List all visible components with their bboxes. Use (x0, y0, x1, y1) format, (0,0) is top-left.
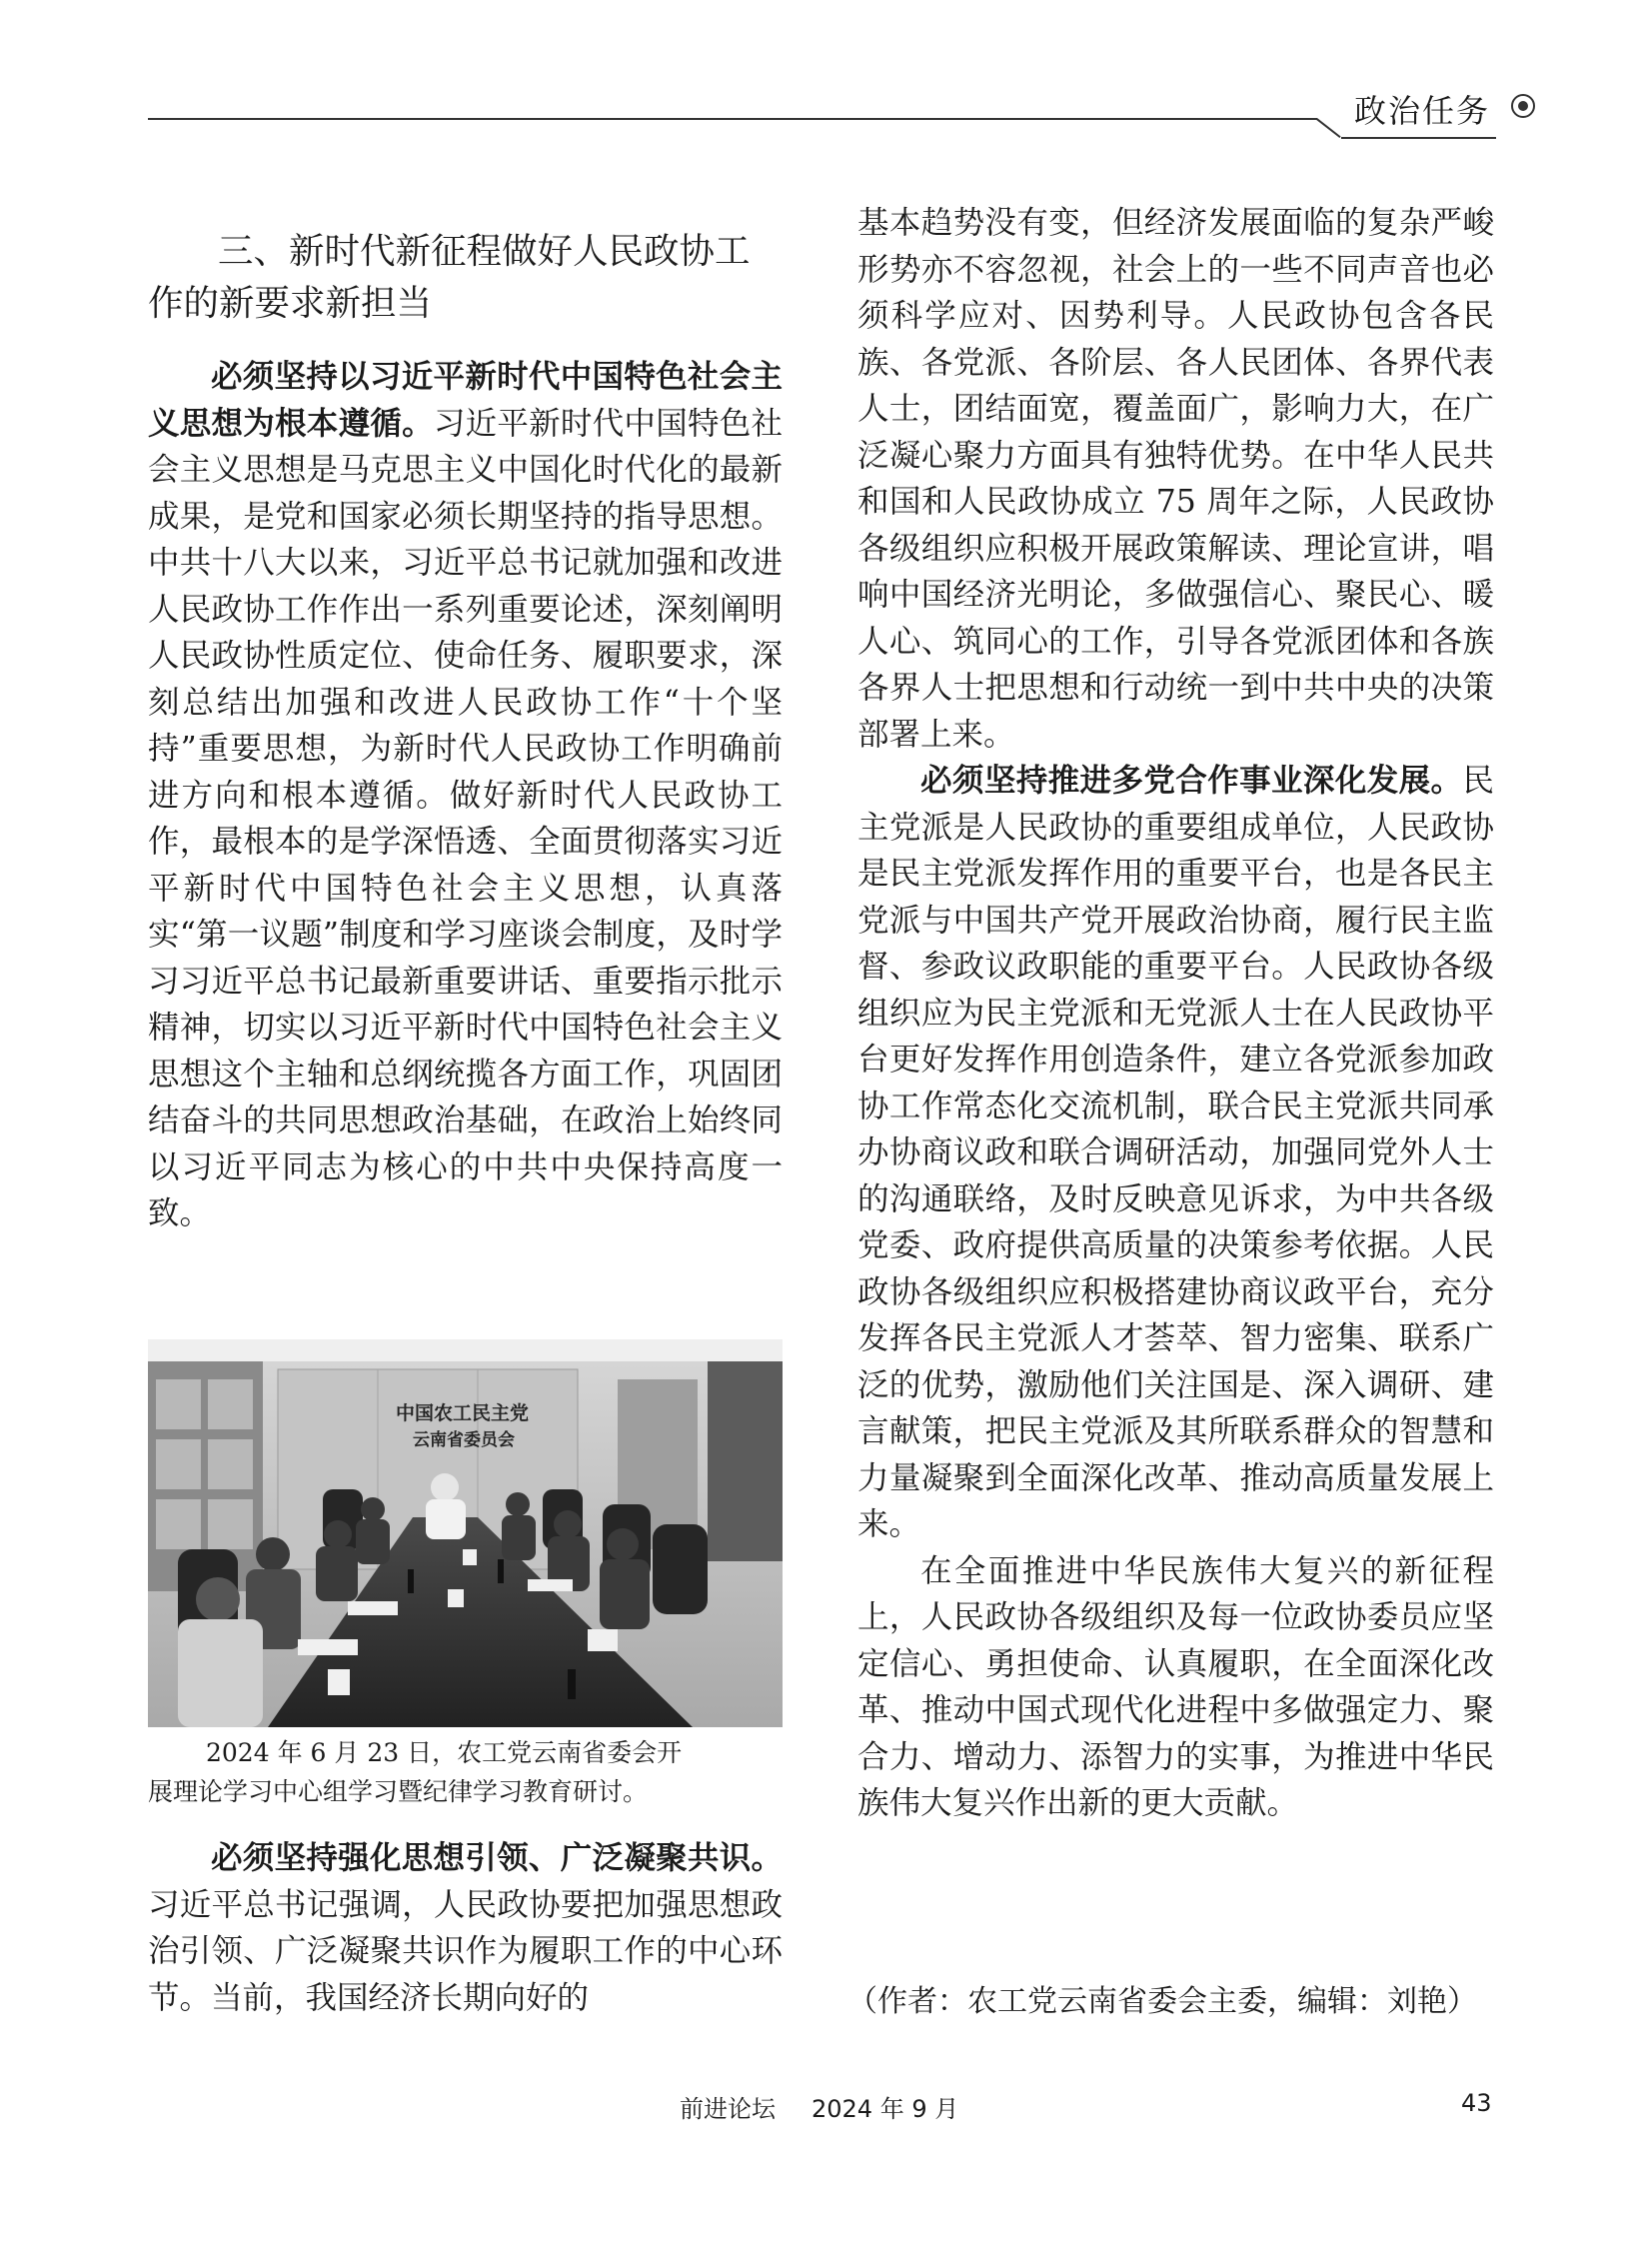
paragraph-lead: 必须坚持以习近平新时代中国特色社会主义思想为根本遵循。 (148, 359, 783, 442)
paragraph-lead: 必须坚持推进多党合作事业深化发展。 (920, 763, 1463, 799)
section-title-line1: 三、新时代新征程做好人民政协工 (218, 231, 751, 272)
header-rule-bend (1316, 118, 1341, 138)
left-column-top (148, 354, 783, 1237)
caption-line1: 2024 年 6 月 23 日，农工党云南省委会开 (206, 1738, 683, 1767)
wall-sign-line2: 云南省委员会 (413, 1430, 515, 1450)
right-column (857, 200, 1494, 1827)
wall-sign-line1: 中国农工民主党 (396, 1402, 530, 1424)
header-rule (148, 118, 1317, 120)
paragraph-text: 民主党派是人民政协的重要组成单位，人民政协是民主党派发挥作用的重要平台，也是各民主党派与中国共产党开展政治协商，履行民主监督、参政议政职能的重要平台。人民政协各级组织应为民主党派和无党派人士在人民政协平台更好发挥作用创造条件，建立各党派参加政协工作常态化交流机制，联合民主党派共同承办协商议政和联合调研活动，加强同党外人士的沟通联络，及时反映意见诉求，为中共各级党委、政府提供高质量的决策参考依据。人民政协各级组织应积极搭建协商议政平台，充分发挥各民主党派人才荟萃、智力密集、联系广泛的优势，激励他们关注国是、深入调研、建言献策，把民主党派及其所联系群众的智慧和力量凝聚到全面深化改革、推动高质量发展上来。 (857, 763, 1494, 1542)
section-title (148, 226, 788, 330)
footer-date: 2024 年 9 月 (812, 2095, 959, 2123)
meeting-photo (148, 1339, 783, 1727)
paragraph (148, 354, 783, 1237)
section-label: 政治任务 (1354, 92, 1491, 130)
paragraph (148, 1835, 783, 2021)
paragraph-text: 习近平新时代中国特色社会主义思想是马克思主义中国化时代化的最新成果，是党和国家必须长期坚持的指导思想。中共十八大以来，习近平总书记就加强和改进人民政协工作作出一系列重要论述，深刻阐明人民政协性质定位、使命任务、履职要求，深刻总结出加强和改进人民政协工作“十个坚持”重要思想，为新时代人民政协工作明确前进方向和根本遵循。做好新时代人民政协工作，最根本的是学深悟透、全面贯彻落实习近平新时代中国特色社会主义思想，认真落实“第一议题”制度和学习座谈会制度，及时学习习近平总书记最新重要讲话、重要指示批示精神，切实以习近平新时代中国特色社会主义思想这个主轴和总纲统揽各方面工作，巩固团结奋斗的共同思想政治基础，在政治上始终同以习近平同志为核心的中共中央保持高度一致。 (148, 405, 783, 1231)
paragraph (857, 758, 1494, 1548)
footer-journal: 前进论坛 (680, 2095, 776, 2123)
bullseye-icon (1511, 94, 1535, 118)
paragraph-text: 习近平总书记强调，人民政协要把加强思想政治引领、广泛凝聚共识作为履职工作的中心环节。当前，我国经济长期向好的 (148, 1886, 783, 2016)
paragraph: 基本趋势没有变，但经济发展面临的复杂严峻形势亦不容忽视，社会上的一些不同声音也必须科学应对、因势利导。人民政协包含各民族、各党派、各阶层、各人民团体、各界代表人士，团结面宽，覆盖面广，影响力大，在广泛凝心聚力方面具有独特优势。在中华人民共和国和人民政协成立 75 周年之际，人民政协各级组织应积极开展政策解读、理论宣讲，唱响中国经济光明论，多做强信心、聚民心、暖人心、筑同心的工作，引导各党派团体和各族各界人士把思想和行动统一到中共中央的决策部署上来。 (857, 205, 1494, 753)
page-number: 43 (1461, 2089, 1492, 2117)
caption-line2: 展理论学习中心组学习暨纪律学习教育研讨。 (148, 1777, 649, 1806)
photo-caption (148, 1733, 788, 1811)
header-rule-right (1341, 137, 1496, 139)
author-byline: （作者：农工党云南省委会主委，编辑：刘艳） (847, 1984, 1477, 2019)
section-title-line2: 作的新要求新担当 (148, 283, 433, 324)
paragraph-lead: 必须坚持强化思想引领、广泛凝聚共识。 (211, 1840, 783, 1876)
paragraph: 在全面推进中华民族伟大复兴的新征程上，人民政协各级组织及每一位政协委员应坚定信心、勇担使命、认真履职，在全面深化改革、推动中国式现代化进程中多做强定力、聚合力、增动力、添智力的实事，为推进中华民族伟大复兴作出新的更大贡献。 (857, 1552, 1494, 1821)
meeting-photo-illustration (148, 1339, 783, 1727)
left-column-bottom (148, 1835, 783, 2021)
